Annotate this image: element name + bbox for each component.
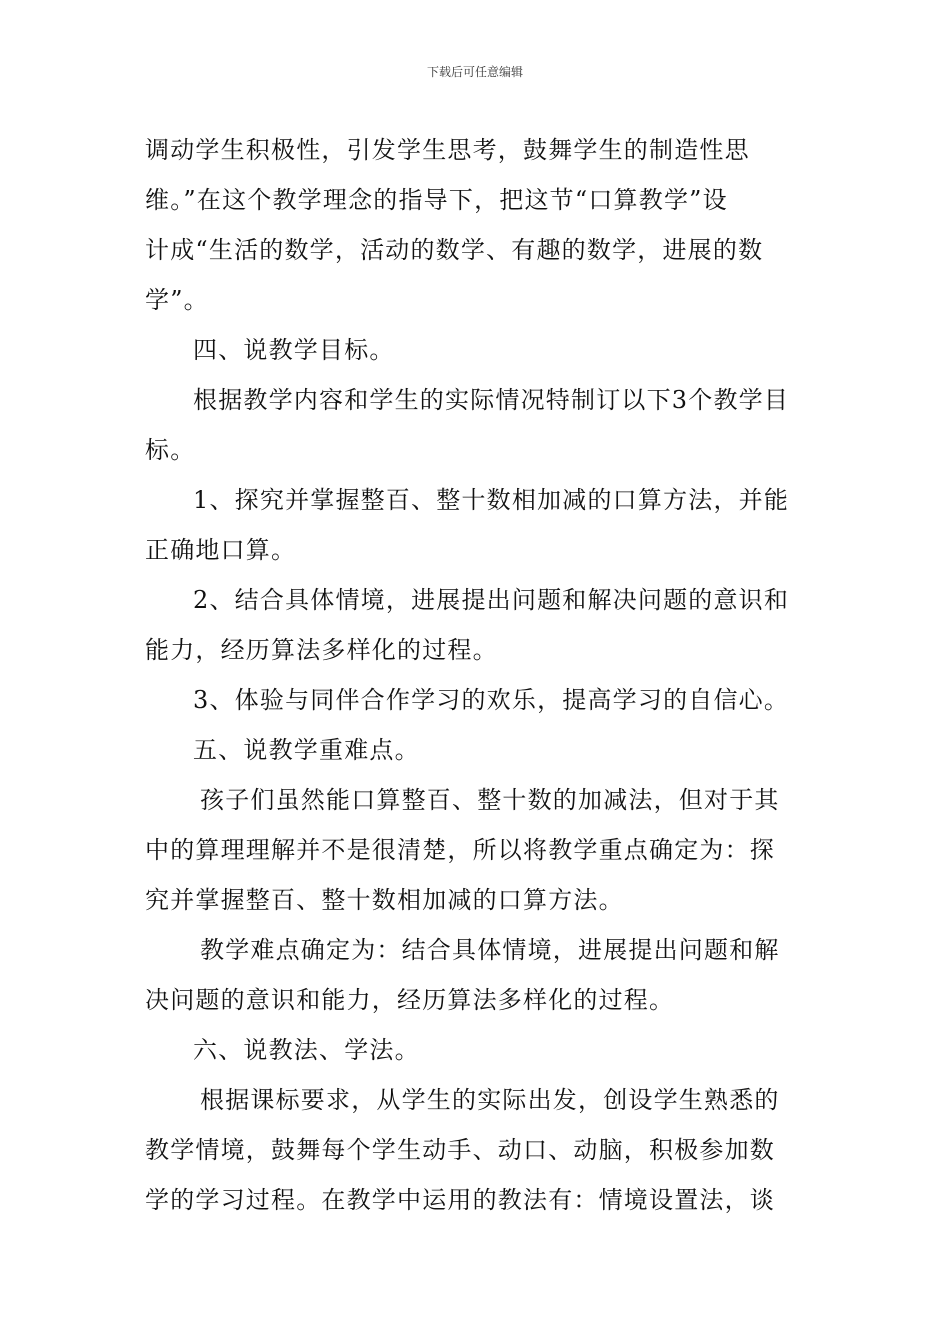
text-line: 调动学生积极性，引发学生思考，鼓舞学生的制造性思 — [145, 136, 750, 164]
text-line: 标。 — [145, 436, 196, 464]
section-heading: 五、说教学重难点。 — [193, 736, 420, 764]
text-line: 学”。 — [145, 286, 209, 314]
text-line: 中的算理理解并不是很清楚，所以将教学重点确定为：探 — [145, 836, 775, 864]
page-header: 下载后可任意编辑 — [426, 65, 523, 79]
text-line: 决问题的意识和能力，经历算法多样化的过程。 — [145, 986, 675, 1014]
text-line: 孩子们虽然能口算整百、整十数的加减法，但对于其 — [200, 786, 780, 814]
section-heading: 六、说教法、学法。 — [193, 1036, 420, 1064]
text-line: 教学情境，鼓舞每个学生动手、动口、动脑，积极参加数 — [145, 1136, 775, 1164]
text-line: 正确地口算。 — [145, 536, 297, 564]
text-line: 根据课标要求，从学生的实际出发，创设学生熟悉的 — [200, 1086, 780, 1114]
list-item: 3、体验与同伴合作学习的欢乐，提高学习的自信心。 — [193, 686, 790, 714]
text-line: 教学难点确定为：结合具体情境，进展提出问题和解 — [200, 936, 780, 964]
list-item: 1、探究并掌握整百、整十数相加减的口算方法，并能 — [193, 486, 790, 514]
text-line: 究并掌握整百、整十数相加减的口算方法。 — [145, 886, 624, 914]
text-line: 计成“生活的数学，活动的数学、有趣的数学，进展的数 — [145, 236, 764, 264]
text-line: 维。”在这个教学理念的指导下，把这节“口算教学”设 — [145, 186, 728, 214]
text-line: 能力，经历算法多样化的过程。 — [145, 636, 498, 664]
list-item: 2、结合具体情境，进展提出问题和解决问题的意识和 — [193, 586, 790, 614]
section-heading: 四、说教学目标。 — [193, 336, 395, 364]
text-line: 根据教学内容和学生的实际情况特制订以下3个教学目 — [193, 386, 790, 414]
text-line: 学的学习过程。在教学中运用的教法有：情境设置法，谈 — [145, 1186, 775, 1214]
